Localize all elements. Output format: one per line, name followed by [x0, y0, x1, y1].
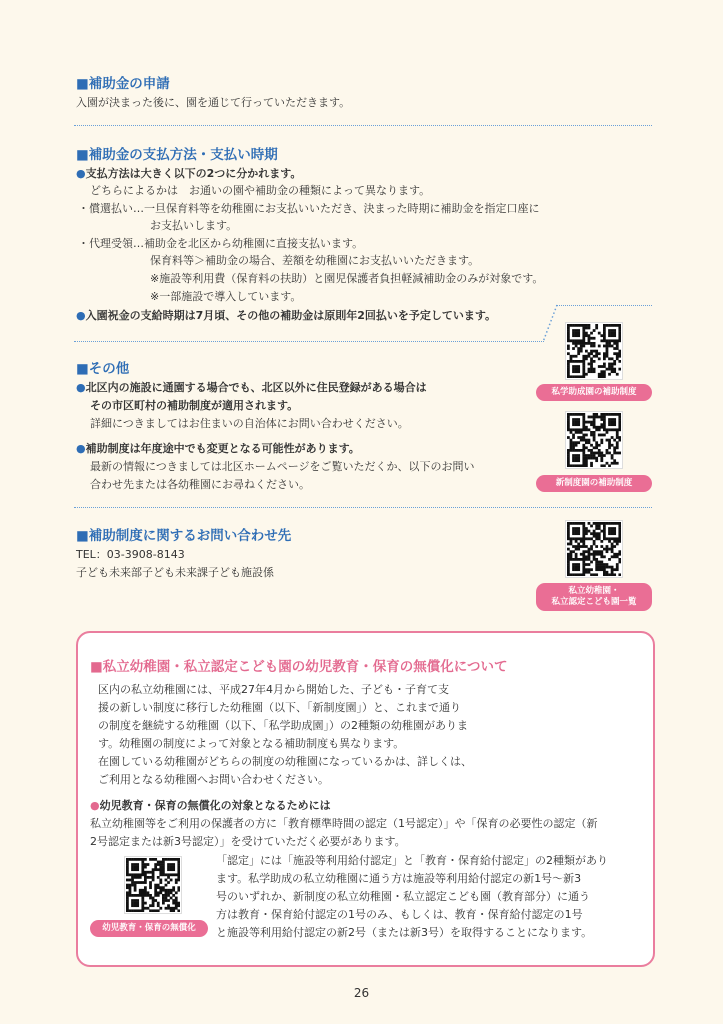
other-line: ●補助制度は年度途中でも変更となる可能性があります。	[76, 442, 360, 455]
free-education-para: 区内の私立幼稚園には、平成27年4月から開始した、子ども・子育て支	[98, 683, 449, 696]
divider-diagonal	[540, 304, 560, 344]
free-education-para: の制度を継続する幼稚園（以下、「私学助成園」）の2種類の幼稚園がありま	[98, 719, 468, 732]
other-line: 詳細につきましてはお住まいの自治体にお問い合わせください。	[90, 417, 409, 430]
divider	[74, 507, 652, 508]
badge-line: 私立認定こども園一覧	[551, 597, 637, 607]
free-education-title: ■私立幼稚園・私立認定こども園の幼児教育・保育の無償化について	[90, 659, 508, 675]
free-education-para: ご利用となる幼稚園へお問い合わせください。	[98, 773, 329, 786]
badge-kindergarten-list	[536, 583, 652, 611]
qr-code[interactable]	[124, 856, 182, 914]
qr-code[interactable]	[565, 411, 623, 469]
badge-free-education: 幼児教育・保育の無償化	[90, 920, 208, 937]
contact-dept: 子ども未来部子ども未来課子ども施設係	[76, 566, 274, 579]
qr-code[interactable]	[565, 520, 623, 578]
free-education-para: 方は教育・保育給付認定の1号のみ、もしくは、教育・保育給付認定の1号	[216, 908, 583, 921]
page-number: 26	[353, 986, 370, 1000]
free-education-subtitle: ●幼児教育・保育の無償化の対象となるためには	[90, 799, 331, 812]
payment-line: お支払いします。	[150, 219, 238, 232]
payment-line: ・代理受領…補助金を北区から幼稚園に直接支払います。	[78, 237, 364, 250]
payment-line: ●入園祝金の支給時期は7月頃、その他の補助金は原則年2回払いを予定しています。	[76, 309, 497, 322]
contact-tel: TEL：03-3908-8143	[76, 548, 185, 561]
payment-line: どちらによるかは お通いの園や補助金の種類によって異なります。	[90, 184, 431, 197]
free-education-para: 号のいずれか、新制度の私立幼稚園・私立認定こども園（教育部分）に通う	[216, 890, 590, 903]
badge-private-subsidy: 私学助成園の補助制度	[536, 384, 652, 401]
payment-line: ●支払方法は大きく以下の2つに分かれます。	[76, 167, 302, 180]
other-line: 最新の情報につきましては北区ホームページをご覧いただくか、以下のお問い	[90, 460, 475, 473]
divider	[74, 341, 544, 342]
application-text: 入園が決まった後に、園を通じて行っていただきます。	[76, 96, 351, 109]
free-education-para: す。幼稚園の制度によって対象となる補助制度も異なります。	[98, 737, 405, 750]
free-education-para: ます。私学助成の私立幼稚園に通う方は施設等利用給付認定の新1号～新3	[216, 872, 582, 885]
section-title-other: ■その他	[76, 361, 130, 377]
bullet-icon: ●	[90, 799, 100, 812]
badge-line: 私立幼稚園・	[568, 586, 620, 596]
free-education-para: 私立幼稚園等をご利用の保護者の方に「教育標準時間の認定（1号認定）」や「保育の必要性の認定（新	[90, 817, 598, 830]
payment-line: ※一部施設で導入しています。	[150, 290, 302, 303]
divider	[74, 125, 652, 126]
section-title-payment: ■補助金の支払方法・支払い時期	[76, 147, 278, 163]
free-education-para: 「認定」には「施設等利用給付認定」と「教育・保育給付認定」の2種類があり	[216, 854, 608, 867]
payment-line: ・償還払い…一旦保育料等を幼稚園にお支払いいただき、決まった時期に補助金を指定口座に	[78, 202, 540, 215]
divider	[556, 305, 652, 306]
bullet-icon: ●	[76, 167, 86, 180]
other-line: ●北区内の施設に通園する場合でも、北区以外に住民登録がある場合は	[76, 381, 427, 394]
free-education-para: 在園している幼稚園がどちらの制度の幼稚園になっているかは、詳しくは、	[98, 755, 472, 768]
payment-line: ※施設等利用費（保育料の扶助）と園児保護者負担軽減補助金のみが対象です。	[150, 272, 544, 285]
badge-new-system: 新制度園の補助制度	[536, 475, 652, 492]
bullet-icon: ●	[76, 442, 86, 455]
section-title-application: ■補助金の申請	[76, 76, 170, 92]
bullet-icon: ●	[76, 309, 86, 322]
free-education-para: 2号認定または新3号認定）」を受けていただく必要があります。	[90, 835, 406, 848]
payment-line: 保育料等＞補助金の場合、差額を幼稚園にお支払いいただきます。	[150, 254, 480, 267]
other-line: その市区町村の補助制度が適用されます。	[90, 399, 299, 412]
bullet-icon: ●	[76, 381, 86, 394]
free-education-para: と施設等利用給付認定の新2号（または新3号）を取得することになります。	[216, 926, 593, 939]
qr-code[interactable]	[565, 322, 623, 380]
other-line: 合わせ先または各幼稚園にお尋ねください。	[90, 478, 310, 491]
free-education-para: 援の新しい制度に移行した幼稚園（以下、「新制度園」）と、これまで通り	[98, 701, 461, 714]
section-title-contact: ■補助制度に関するお問い合わせ先	[76, 528, 292, 544]
